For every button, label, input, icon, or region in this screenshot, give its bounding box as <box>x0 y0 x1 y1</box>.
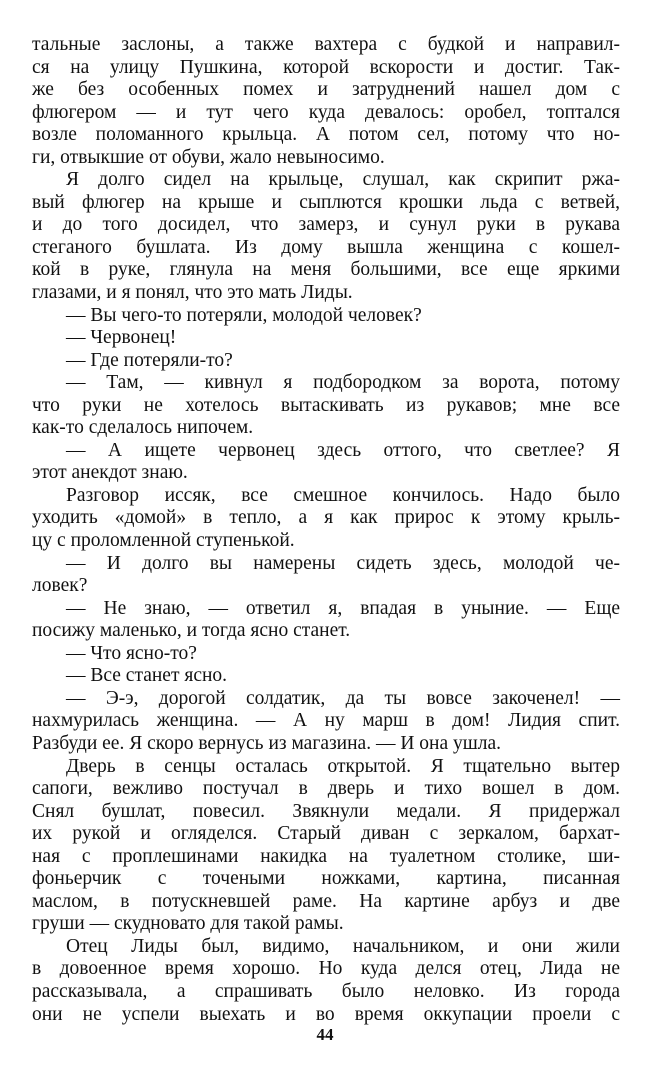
text-line: глазами, и я понял, что это мать Лиды. <box>32 282 353 304</box>
text-line: и до того досидел, что замерз, и сунул руки в рукава <box>32 214 620 236</box>
text-line: Дверь в сенцы осталась открытой. Я тщательно вытер <box>66 755 620 777</box>
text-line: — Все станет ясно. <box>66 665 228 687</box>
text-line: ловек? <box>32 575 88 597</box>
text-line: — Где потеряли-то? <box>66 349 233 371</box>
text-line: — И долго вы намерены сидеть здесь, молодой че- <box>66 552 620 574</box>
text-line: — А ищете червонец здесь оттого, что светлее? Я <box>66 439 620 461</box>
text-line: в довоенное время хорошо. Но куда делся отец, Лида не <box>32 958 620 980</box>
text-line: груши — скудновато для такой рамы. <box>32 913 344 935</box>
text-line: — Не знаю, — ответил я, впадая в уныние. — Еще <box>66 597 620 619</box>
text-line: фоньерчик с точеными ножками, картина, писанная <box>32 868 620 890</box>
text-line: уходить «домой» в тепло, а я как прирос к этому крыль- <box>32 507 620 529</box>
text-line: — Вы чего-то потеряли, молодой человек? <box>66 304 422 326</box>
text-line: Снял бушлат, повесил. Звякнули медали. Я придержал <box>32 800 620 822</box>
text-line: Разговор иссяк, все смешное кончилось. Надо было <box>66 484 620 506</box>
text-line: — Червонец! <box>66 327 177 349</box>
book-page-text <box>32 34 620 1026</box>
text-line: флюгером — и тут чего куда девалось: оробел, топтался <box>32 101 620 123</box>
text-line: этот анекдот знаю. <box>32 462 188 484</box>
text-line: что руки не хотелось вытаскивать из рукавов; мне все <box>32 394 620 416</box>
text-line: ги, отвыкшие от обуви, жало невыносимо. <box>32 146 385 168</box>
page-number: 44 <box>316 1025 334 1044</box>
text-line: посижу маленько, и тогда ясно станет. <box>32 620 351 642</box>
text-line: ная с проплешинами накидка на туалетном столике, ши- <box>32 845 620 867</box>
text-line: нахмурилась женщина. — А ну марш в дом! Лидия спит. <box>32 710 620 732</box>
text-line: — Э-э, дорогой солдатик, да ты вовсе закоченел! — <box>66 687 620 709</box>
text-line: рассказывала, а спрашивать было неловко. Из города <box>32 980 620 1002</box>
text-line: они не успели выехать и во время оккупации проели с <box>32 1003 620 1025</box>
text-line: Разбуди ее. Я скоро вернусь из магазина. — И она ушла. <box>32 732 502 754</box>
text-line: стеганого бушлата. Из дому вышла женщина с кошел- <box>32 236 620 258</box>
text-line: вый флюгер на крыше и сыплются крошки льда с ветвей, <box>32 191 620 213</box>
text-line: же без особенных помех и затруднений нашел дом с <box>32 79 620 101</box>
text-line: их рукой и огляделся. Старый диван с зеркалом, бархат- <box>32 823 620 845</box>
text-line: как-то сделалось нипочем. <box>32 417 254 439</box>
text-line: цу с проломленной ступенькой. <box>32 530 295 552</box>
text-line: тальные заслоны, а также вахтера с будкой и направил- <box>32 34 620 55</box>
text-line: — Там, — кивнул я подбородком за ворота, потому <box>66 372 620 394</box>
text-line: Я долго сидел на крыльце, слушал, как скрипит ржа- <box>66 169 620 191</box>
text-line: Отец Лиды был, видимо, начальником, и они жили <box>66 935 620 957</box>
text-line: ся на улицу Пушкина, которой вскорости и достиг. Так- <box>32 56 620 78</box>
text-line: кой в руке, глянула на меня большими, все еще яркими <box>32 259 620 281</box>
text-line: возле поломанного крыльца. А потом сел, потому что но- <box>32 124 620 146</box>
text-line: — Что ясно-то? <box>66 642 197 664</box>
text-line: маслом, в потускневшей раме. На картине арбуз и две <box>32 890 620 912</box>
text-line: сапоги, вежливо постучал в дверь и тихо вошел в дом. <box>32 778 620 800</box>
